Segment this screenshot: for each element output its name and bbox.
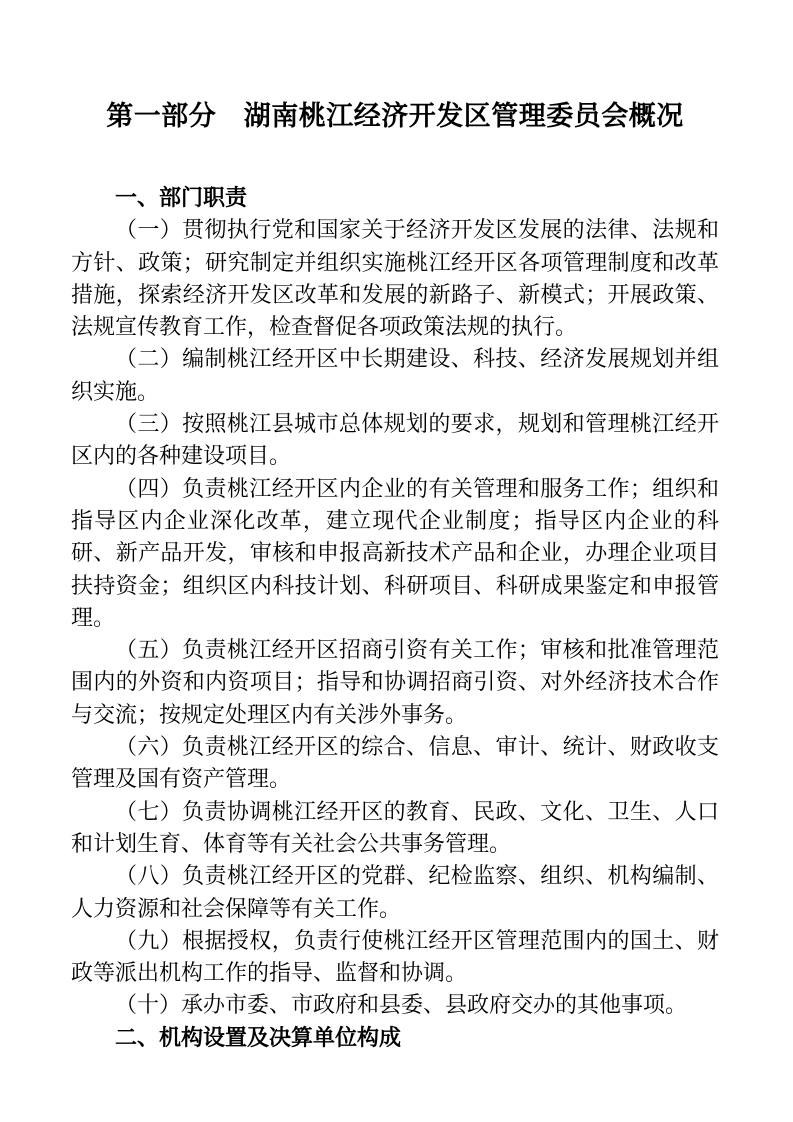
duty-paragraph-5: （五）负责桃江经开区招商引资有关工作；审核和批准管理范围内的外资和内资项目；指导和协调招商引资、对外经济技术合作与交流；按规定处理区内有关涉外事务。 — [71, 637, 719, 727]
duty-paragraph-6: （六）负责桃江经开区的综合、信息、审计、统计、财政收支管理及国有资产管理。 — [71, 734, 719, 792]
duty-paragraph-8: （八）负责桃江经开区的党群、纪检监察、组织、机构编制、人力资源和社会保障等有关工作。 — [71, 863, 719, 921]
duty-paragraph-9: （九）根据授权，负责行使桃江经开区管理范围内的国土、财政等派出机构工作的指导、监督和协调。 — [71, 927, 719, 986]
duty-paragraph-1: （一）贯彻执行党和国家关于经济开发区发展的法律、法规和方针、政策；研究制定并组织实施桃江经开区各项管理制度和改革措施，探索经济开发区改革和发展的新路子、新模式；开展政策、法规宣传教育工作，检查督促各项政策法规的执行。 — [71, 217, 719, 340]
section-heading-duties: 一、部门职责 — [115, 185, 248, 210]
duty-paragraph-7: （七）负责协调桃江经开区的教育、民政、文化、卫生、人口和计划生育、体育等有关社会公共事务管理。 — [71, 798, 719, 856]
document-title: 第一部分 湖南桃江经济开发区管理委员会概况 — [106, 101, 684, 131]
duty-paragraph-3: （三）按照桃江县城市总体规划的要求，规划和管理桃江经开区内的各种建设项目。 — [71, 411, 719, 469]
duty-paragraph-10: （十）承办市委、市政府和县委、县政府交办的其他事项。 — [115, 992, 688, 1018]
document-body — [71, 182, 719, 1054]
section-heading-organization: 二、机构设置及决算单位构成 — [115, 1024, 402, 1050]
duty-paragraph-2: （二）编制桃江经开区中长期建设、科技、经济发展规划并组织实施。 — [71, 346, 719, 404]
duty-paragraph-4: （四）负责桃江经开区内企业的有关管理和服务工作；组织和指导区内企业深化改革，建立现代企业制度；指导区内企业的科研、新产品开发，审核和申报高新技术产品和企业，办理企业项目扶持资金；组织区内科技计划、科研项目、科研成果鉴定和申报管理。 — [71, 475, 719, 630]
